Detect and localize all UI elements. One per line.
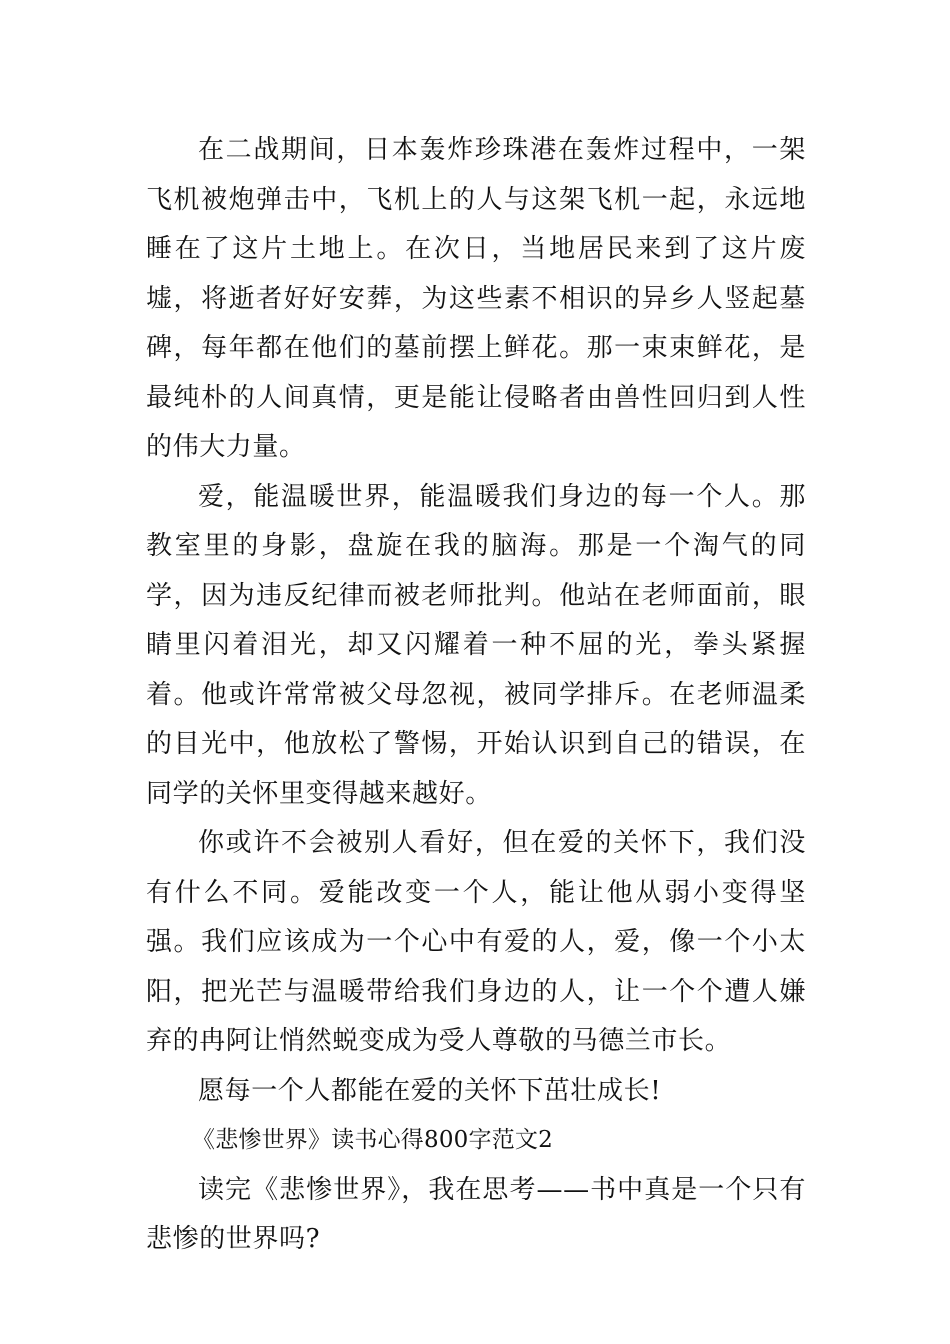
paragraph-classroom: 爱，能温暖世界，能温暖我们身边的每一个人。那教室里的身影，盘旋在我的脑海。那是一个淘气的同学，因为违反纪律而被老师批判。他站在老师面前，眼睛里闪着泪光，却又闪耀着一种不屈的光，拳头紧握着。他或许常常被父母忽视，被同学排斥。在老师温柔的目光中，他放松了警惕，开始认识到自己的错误，在同学的关怀里变得越来越好。 (146, 481, 806, 809)
section-heading: 《悲惨世界》读书心得800字范文2 (192, 1127, 553, 1153)
paragraph-wish: 愿每一个人都能在爱的关怀下茁壮成长! (198, 1075, 662, 1106)
document-body (146, 126, 806, 1265)
paragraph-reflection: 读完《悲惨世界》，我在思考——书中真是一个只有悲惨的世界吗? (146, 1174, 806, 1254)
paragraph-pearl-harbor: 在二战期间，日本轰炸珍珠港在轰炸过程中，一架飞机被炮弹击中，飞机上的人与这架飞机一起，永远地睡在了这片土地上。在次日，当地居民来到了这片废墟，将逝者好好安葬，为这些素不相识的异乡人竖起墓碑，每年都在他们的墓前摆上鲜花。那一束束鲜花，是最纯朴的人间真情，更是能让侵略者由兽性回归到人性的伟大力量。 (146, 135, 806, 462)
paragraph-love-changes: 你或许不会被别人看好，但在爱的关怀下，我们没有什么不同。爱能改变一个人，能让他从弱小变得坚强。我们应该成为一个心中有爱的人，爱，像一个小太阳，把光芒与温暖带给我们身边的人，让一个个遭人嫌弃的冉阿让悄然蜕变成为受人尊敬的马德兰市长。 (146, 828, 806, 1056)
